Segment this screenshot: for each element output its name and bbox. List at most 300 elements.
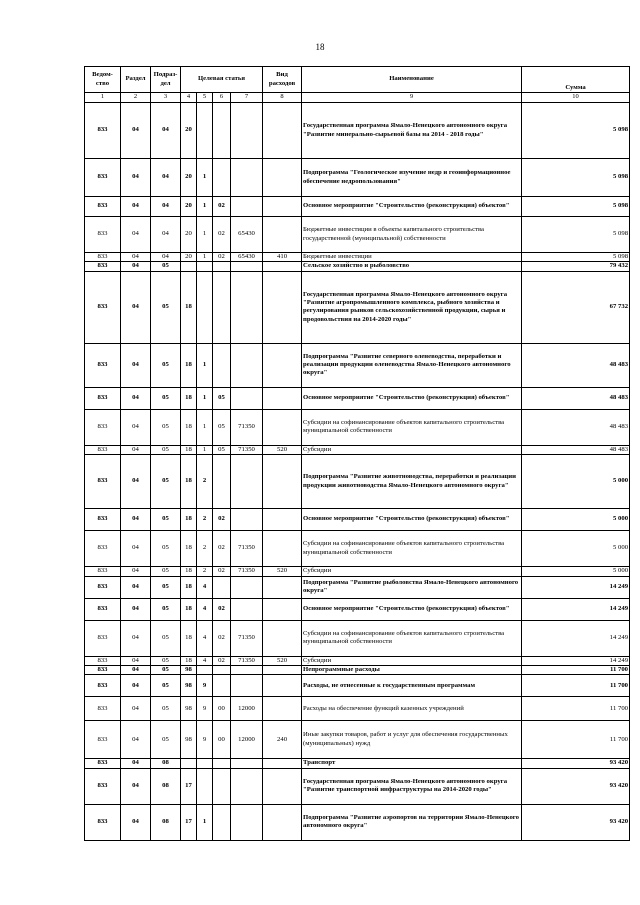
event-code-cell [213, 455, 231, 509]
vedomstvo-cell: 833 [85, 409, 121, 445]
vedomstvo-cell: 833 [85, 567, 121, 576]
vedomstvo-cell: 833 [85, 620, 121, 656]
direction-code-cell [231, 387, 263, 409]
name-cell: Субсидии на софинансирование объектов капитального строительства муниципальной собственности [302, 409, 522, 445]
direction-code-cell [231, 509, 263, 531]
expense-type-cell [263, 531, 302, 567]
subprogram-code-cell: 2 [197, 531, 213, 567]
name-cell: Бюджетные инвестиции [302, 253, 522, 262]
vedomstvo-cell: 833 [85, 197, 121, 217]
sum-cell: 5 000 [522, 531, 630, 567]
vedomstvo-cell: 833 [85, 271, 121, 343]
sum-cell: 14 249 [522, 620, 630, 656]
sum-cell: 5 000 [522, 509, 630, 531]
razdel-cell: 04 [121, 576, 151, 598]
event-code-cell [213, 768, 231, 804]
column-index: 9 [302, 93, 522, 103]
sum-cell: 93 420 [522, 804, 630, 840]
table-row [85, 675, 630, 697]
name-cell: Бюджетные инвестиции в объекты капитального строительства государственной (муниципальной) собственности [302, 217, 522, 253]
event-code-cell: 05 [213, 387, 231, 409]
podrazdel-cell: 05 [151, 675, 181, 697]
name-cell: Основное мероприятие "Строительство (реконструкция) объектов" [302, 509, 522, 531]
table-row [85, 721, 630, 759]
podrazdel-cell: 04 [151, 197, 181, 217]
program-code-cell: 98 [181, 697, 197, 721]
event-code-cell [213, 759, 231, 768]
expense-type-cell: 520 [263, 567, 302, 576]
razdel-cell: 04 [121, 253, 151, 262]
razdel-cell: 04 [121, 531, 151, 567]
table-row [85, 665, 630, 674]
name-cell: Субсидии на софинансирование объектов капитального строительства муниципальной собственности [302, 620, 522, 656]
table-row [85, 656, 630, 665]
sum-cell: 11 700 [522, 675, 630, 697]
razdel-cell: 04 [121, 159, 151, 197]
program-code-cell: 18 [181, 445, 197, 454]
expense-type-cell [263, 620, 302, 656]
table-row [85, 697, 630, 721]
razdel-cell: 04 [121, 620, 151, 656]
expense-type-cell: 410 [263, 253, 302, 262]
name-cell: Государственная программа Ямало-Ненецкого автономного округа "Развитие минерально-сырьевой базы на 2014 - 2018 годы" [302, 103, 522, 159]
event-code-cell: 00 [213, 697, 231, 721]
podrazdel-cell: 05 [151, 697, 181, 721]
vedomstvo-cell: 833 [85, 675, 121, 697]
name-cell: Субсидии [302, 656, 522, 665]
direction-code-cell: 71350 [231, 445, 263, 454]
name-cell: Основное мероприятие "Строительство (реконструкция) объектов" [302, 387, 522, 409]
event-code-cell [213, 576, 231, 598]
name-cell: Иные закупки товаров, работ и услуг для обеспечения государственных (муниципальных) нужд [302, 721, 522, 759]
razdel-cell: 04 [121, 759, 151, 768]
name-cell: Подпрограмма "Развитие рыболовства Ямало-Ненецкого автономного округа" [302, 576, 522, 598]
program-code-cell: 18 [181, 567, 197, 576]
subprogram-code-cell: 2 [197, 455, 213, 509]
vedomstvo-cell: 833 [85, 721, 121, 759]
name-cell: Субсидии на софинансирование объектов капитального строительства муниципальной собственности [302, 531, 522, 567]
subprogram-code-cell [197, 759, 213, 768]
program-code-cell: 18 [181, 455, 197, 509]
sum-cell: 48 483 [522, 409, 630, 445]
direction-code-cell [231, 343, 263, 387]
podrazdel-cell: 05 [151, 665, 181, 674]
program-code-cell: 18 [181, 598, 197, 620]
table-row [85, 567, 630, 576]
event-code-cell: 02 [213, 567, 231, 576]
podrazdel-cell: 08 [151, 768, 181, 804]
expense-type-cell [263, 217, 302, 253]
expense-type-cell [263, 387, 302, 409]
expense-type-cell [263, 576, 302, 598]
razdel-cell: 04 [121, 387, 151, 409]
program-code-cell: 20 [181, 103, 197, 159]
vedomstvo-cell: 833 [85, 253, 121, 262]
subprogram-code-cell [197, 768, 213, 804]
vedomstvo-cell: 833 [85, 509, 121, 531]
table-row [85, 445, 630, 454]
name-cell: Подпрограмма "Развитие аэропортов на территории Ямало-Ненецкого автономного округа" [302, 804, 522, 840]
expense-type-cell [263, 455, 302, 509]
direction-code-cell [231, 159, 263, 197]
expense-type-cell: 520 [263, 656, 302, 665]
podrazdel-cell: 05 [151, 531, 181, 567]
vedomstvo-cell: 833 [85, 455, 121, 509]
expense-type-cell [263, 759, 302, 768]
sum-cell: 5 098 [522, 103, 630, 159]
vedomstvo-cell: 833 [85, 598, 121, 620]
subprogram-code-cell [197, 271, 213, 343]
razdel-cell: 04 [121, 675, 151, 697]
program-code-cell: 18 [181, 343, 197, 387]
table-row [85, 197, 630, 217]
name-cell: Непрограммные расходы [302, 665, 522, 674]
table-row [85, 804, 630, 840]
podrazdel-cell: 05 [151, 271, 181, 343]
page-number: 18 [315, 42, 325, 52]
podrazdel-cell: 05 [151, 656, 181, 665]
table-row [85, 768, 630, 804]
sum-cell: 93 420 [522, 759, 630, 768]
program-code-cell: 98 [181, 665, 197, 674]
vedomstvo-cell: 833 [85, 103, 121, 159]
sum-cell: 5 098 [522, 253, 630, 262]
event-code-cell: 02 [213, 217, 231, 253]
podrazdel-cell: 05 [151, 567, 181, 576]
podrazdel-cell: 05 [151, 262, 181, 271]
event-code-cell [213, 675, 231, 697]
podrazdel-cell: 05 [151, 343, 181, 387]
podrazdel-cell: 04 [151, 253, 181, 262]
name-cell: Основное мероприятие "Строительство (реконструкция) объектов" [302, 197, 522, 217]
name-cell: Государственная программа Ямало-Ненецкого автономного округа "Развитие транспортной инфраструктуры на 2014-2020 годы" [302, 768, 522, 804]
sum-cell: 67 732 [522, 271, 630, 343]
direction-code-cell [231, 804, 263, 840]
name-cell: Подпрограмма "Геологическое изучение недр и геоинформационное обеспечение недропользования" [302, 159, 522, 197]
razdel-cell: 04 [121, 567, 151, 576]
event-code-cell: 02 [213, 509, 231, 531]
direction-code-cell [231, 576, 263, 598]
header-row [85, 67, 630, 93]
event-code-cell: 02 [213, 598, 231, 620]
podrazdel-cell: 05 [151, 598, 181, 620]
event-code-cell: 00 [213, 721, 231, 759]
column-index: 1 [85, 93, 121, 103]
sum-cell: 5 000 [522, 567, 630, 576]
subprogram-code-cell: 2 [197, 509, 213, 531]
program-code-cell: 18 [181, 271, 197, 343]
subprogram-code-cell: 9 [197, 675, 213, 697]
direction-code-cell: 71350 [231, 567, 263, 576]
header-podrazdel: Подраз-дел [151, 67, 181, 93]
program-code-cell: 17 [181, 804, 197, 840]
expense-type-cell [263, 271, 302, 343]
name-cell: Субсидии [302, 567, 522, 576]
event-code-cell [213, 665, 231, 674]
podrazdel-cell: 04 [151, 159, 181, 197]
vedomstvo-cell: 833 [85, 768, 121, 804]
vedomstvo-cell: 833 [85, 759, 121, 768]
razdel-cell: 04 [121, 262, 151, 271]
subprogram-code-cell: 1 [197, 159, 213, 197]
direction-code-cell [231, 768, 263, 804]
program-code-cell: 17 [181, 768, 197, 804]
sum-cell: 5 000 [522, 455, 630, 509]
subprogram-code-cell: 1 [197, 253, 213, 262]
podrazdel-cell: 05 [151, 387, 181, 409]
expense-type-cell: 520 [263, 445, 302, 454]
expense-type-cell [263, 768, 302, 804]
sum-cell: 48 483 [522, 445, 630, 454]
subprogram-code-cell: 1 [197, 343, 213, 387]
column-index-row [85, 93, 630, 103]
subprogram-code-cell: 4 [197, 620, 213, 656]
direction-code-cell: 12000 [231, 721, 263, 759]
table-row [85, 409, 630, 445]
direction-code-cell [231, 759, 263, 768]
table-row [85, 343, 630, 387]
program-code-cell [181, 759, 197, 768]
direction-code-cell: 71350 [231, 531, 263, 567]
sum-cell: 5 098 [522, 159, 630, 197]
vedomstvo-cell: 833 [85, 262, 121, 271]
expense-type-cell [263, 159, 302, 197]
podrazdel-cell: 05 [151, 721, 181, 759]
expense-type-cell [263, 675, 302, 697]
razdel-cell: 04 [121, 343, 151, 387]
subprogram-code-cell: 2 [197, 567, 213, 576]
header-razdel: Раздел [121, 67, 151, 93]
direction-code-cell [231, 197, 263, 217]
program-code-cell: 20 [181, 217, 197, 253]
table-row [85, 271, 630, 343]
direction-code-cell: 65430 [231, 217, 263, 253]
table-row [85, 598, 630, 620]
subprogram-code-cell: 1 [197, 217, 213, 253]
expense-type-cell [263, 197, 302, 217]
razdel-cell: 04 [121, 697, 151, 721]
table-row [85, 262, 630, 271]
direction-code-cell [231, 665, 263, 674]
direction-code-cell [231, 271, 263, 343]
program-code-cell: 20 [181, 253, 197, 262]
razdel-cell: 04 [121, 804, 151, 840]
table-row [85, 620, 630, 656]
expense-type-cell [263, 509, 302, 531]
program-code-cell: 18 [181, 531, 197, 567]
podrazdel-cell: 08 [151, 759, 181, 768]
vedomstvo-cell: 833 [85, 697, 121, 721]
event-code-cell: 02 [213, 620, 231, 656]
razdel-cell: 04 [121, 656, 151, 665]
sum-cell: 11 700 [522, 697, 630, 721]
header-sum: Сумма [522, 67, 630, 93]
program-code-cell: 18 [181, 620, 197, 656]
razdel-cell: 04 [121, 445, 151, 454]
sum-cell: 11 700 [522, 665, 630, 674]
table-row [85, 159, 630, 197]
table-row [85, 455, 630, 509]
direction-code-cell [231, 675, 263, 697]
sum-cell: 14 249 [522, 598, 630, 620]
direction-code-cell [231, 455, 263, 509]
column-index: 5 [197, 93, 213, 103]
vedomstvo-cell: 833 [85, 576, 121, 598]
column-index: 6 [213, 93, 231, 103]
podrazdel-cell: 08 [151, 804, 181, 840]
event-code-cell [213, 804, 231, 840]
razdel-cell: 04 [121, 409, 151, 445]
direction-code-cell [231, 262, 263, 271]
name-cell: Основное мероприятие "Строительство (реконструкция) объектов" [302, 598, 522, 620]
podrazdel-cell: 05 [151, 409, 181, 445]
program-code-cell: 20 [181, 159, 197, 197]
razdel-cell: 04 [121, 598, 151, 620]
direction-code-cell: 71350 [231, 656, 263, 665]
subprogram-code-cell: 4 [197, 576, 213, 598]
table-row [85, 531, 630, 567]
vedomstvo-cell: 833 [85, 217, 121, 253]
expense-type-cell [263, 409, 302, 445]
razdel-cell: 04 [121, 271, 151, 343]
razdel-cell: 04 [121, 217, 151, 253]
subprogram-code-cell: 1 [197, 804, 213, 840]
program-code-cell: 18 [181, 656, 197, 665]
razdel-cell: 04 [121, 103, 151, 159]
sum-cell: 79 432 [522, 262, 630, 271]
column-index: 2 [121, 93, 151, 103]
podrazdel-cell: 05 [151, 620, 181, 656]
event-code-cell: 05 [213, 445, 231, 454]
table-row [85, 387, 630, 409]
vedomstvo-cell: 833 [85, 665, 121, 674]
direction-code-cell [231, 103, 263, 159]
sum-cell: 48 483 [522, 343, 630, 387]
table-row [85, 759, 630, 768]
sum-cell: 93 420 [522, 768, 630, 804]
name-cell: Расходы на обеспечение функций казенных учреждений [302, 697, 522, 721]
name-cell: Государственная программа Ямало-Ненецкого автономного округа "Развитие агропромышленного комплекса, рыбного хозяйства и регулирования рынков сельскохозяйственной продукции, сырья и продовольствия на 2014-2020 годы" [302, 271, 522, 343]
table-row [85, 217, 630, 253]
column-index: 7 [231, 93, 263, 103]
vedomstvo-cell: 833 [85, 445, 121, 454]
subprogram-code-cell: 1 [197, 197, 213, 217]
table-row [85, 253, 630, 262]
expense-type-cell [263, 697, 302, 721]
vedomstvo-cell: 833 [85, 804, 121, 840]
name-cell: Подпрограмма "Развитие северного оленеводства, переработки и реализации продукции оленеводства Ямало-Ненецкого автономного округа" [302, 343, 522, 387]
table-row [85, 103, 630, 159]
subprogram-code-cell [197, 262, 213, 271]
event-code-cell [213, 159, 231, 197]
direction-code-cell: 65430 [231, 253, 263, 262]
expense-type-cell [263, 262, 302, 271]
header-name: Наименование [302, 67, 522, 93]
column-index: 4 [181, 93, 197, 103]
program-code-cell: 18 [181, 387, 197, 409]
header-target-article: Целевая статья [181, 67, 263, 93]
program-code-cell: 98 [181, 721, 197, 759]
subprogram-code-cell: 9 [197, 721, 213, 759]
budget-table [84, 66, 630, 841]
event-code-cell [213, 343, 231, 387]
expense-type-cell [263, 343, 302, 387]
razdel-cell: 04 [121, 455, 151, 509]
razdel-cell: 04 [121, 768, 151, 804]
name-cell: Подпрограмма "Развитие животноводства, переработки и реализации продукции животноводства Ямало-Ненецкого автономного округа" [302, 455, 522, 509]
direction-code-cell: 71350 [231, 409, 263, 445]
razdel-cell: 04 [121, 665, 151, 674]
event-code-cell: 02 [213, 197, 231, 217]
direction-code-cell: 71350 [231, 620, 263, 656]
program-code-cell: 18 [181, 576, 197, 598]
subprogram-code-cell: 9 [197, 697, 213, 721]
table-row [85, 509, 630, 531]
column-index: 3 [151, 93, 181, 103]
event-code-cell [213, 271, 231, 343]
name-cell: Расходы, не отнесенные к государственным программам [302, 675, 522, 697]
name-cell: Сельское хозяйство и рыболовство [302, 262, 522, 271]
subprogram-code-cell: 1 [197, 409, 213, 445]
razdel-cell: 04 [121, 197, 151, 217]
header-vedomstvo: Ведом-ство [85, 67, 121, 93]
vedomstvo-cell: 833 [85, 159, 121, 197]
direction-code-cell [231, 598, 263, 620]
subprogram-code-cell: 4 [197, 598, 213, 620]
podrazdel-cell: 05 [151, 445, 181, 454]
direction-code-cell: 12000 [231, 697, 263, 721]
event-code-cell: 02 [213, 253, 231, 262]
event-code-cell [213, 262, 231, 271]
program-code-cell: 18 [181, 409, 197, 445]
sum-cell: 14 249 [522, 576, 630, 598]
podrazdel-cell: 04 [151, 217, 181, 253]
sum-cell: 5 098 [522, 197, 630, 217]
name-cell: Субсидии [302, 445, 522, 454]
header-expense-type: Вид расходов [263, 67, 302, 93]
expense-type-cell [263, 103, 302, 159]
sum-cell: 48 483 [522, 387, 630, 409]
subprogram-code-cell: 1 [197, 445, 213, 454]
table-row [85, 576, 630, 598]
event-code-cell: 05 [213, 409, 231, 445]
subprogram-code-cell [197, 103, 213, 159]
column-index: 10 [522, 93, 630, 103]
program-code-cell: 18 [181, 509, 197, 531]
podrazdel-cell: 04 [151, 103, 181, 159]
event-code-cell: 02 [213, 656, 231, 665]
program-code-cell: 98 [181, 675, 197, 697]
event-code-cell: 02 [213, 531, 231, 567]
razdel-cell: 04 [121, 509, 151, 531]
column-index: 8 [263, 93, 302, 103]
program-code-cell: 20 [181, 197, 197, 217]
expense-type-cell: 240 [263, 721, 302, 759]
vedomstvo-cell: 833 [85, 531, 121, 567]
expense-type-cell [263, 665, 302, 674]
subprogram-code-cell [197, 665, 213, 674]
expense-type-cell [263, 598, 302, 620]
razdel-cell: 04 [121, 721, 151, 759]
sum-cell: 14 249 [522, 656, 630, 665]
program-code-cell [181, 262, 197, 271]
expense-type-cell [263, 804, 302, 840]
podrazdel-cell: 05 [151, 576, 181, 598]
vedomstvo-cell: 833 [85, 387, 121, 409]
podrazdel-cell: 05 [151, 509, 181, 531]
podrazdel-cell: 05 [151, 455, 181, 509]
subprogram-code-cell: 1 [197, 387, 213, 409]
